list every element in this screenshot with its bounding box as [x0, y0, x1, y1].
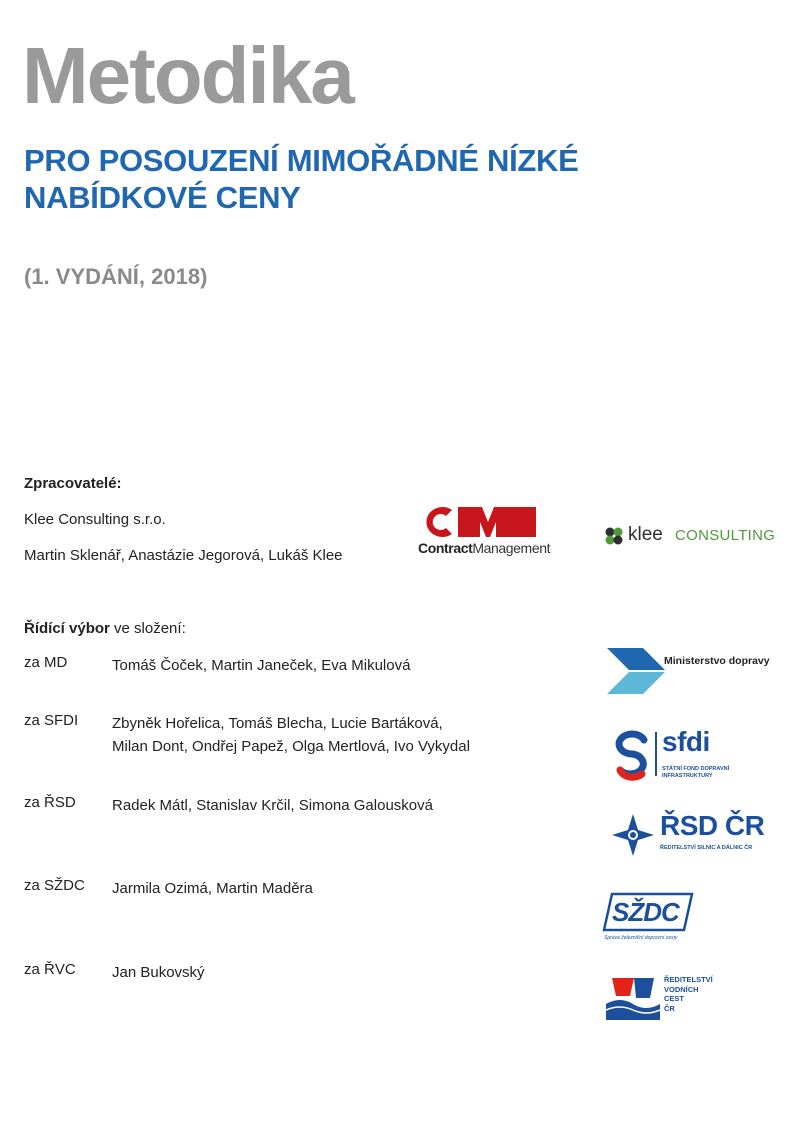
szdc-logo: [602, 892, 712, 948]
members-line-1: Radek Mátl, Stanislav Krčil, Simona Galousková: [112, 797, 433, 814]
rsd-cross-icon: [612, 814, 654, 856]
members-line-1: Zbyněk Hořelica, Tomáš Blecha, Lucie Bartáková,: [112, 715, 443, 732]
rsd-cr-logo: [612, 812, 782, 858]
committee-members: [112, 712, 470, 758]
cm-word-management: Management: [472, 540, 551, 556]
rvc-line-1: ŘEDITELSTVÍ: [664, 975, 713, 984]
committee-members: [112, 654, 410, 677]
committee-row-sfdi: [24, 712, 584, 760]
rsd-subtitle: ŘEDITELSTVÍ SILNIC A DÁLNIC ČR: [660, 845, 753, 851]
md-logo-text: Ministerstvo dopravy: [664, 655, 770, 667]
committee-heading-rest: ve složení:: [109, 620, 186, 637]
committee-row-rsd: [24, 794, 584, 818]
document-title: Metodika: [22, 31, 353, 120]
authors-company: Klee Consulting s.r.o.: [24, 511, 166, 528]
cm-word-contract: Contract: [418, 540, 473, 556]
rvc-line-4: ČR: [664, 1003, 675, 1013]
sfdi-word: sfdi: [662, 726, 710, 757]
sfdi-logo: [612, 726, 762, 782]
committee-label: za ŘVC: [24, 961, 76, 978]
authors-people: Martin Sklenář, Anastázie Jegorová, Lukáš Klee: [24, 547, 343, 564]
subtitle-line-1: PRO POSOUZENÍ MIMOŘÁDNÉ NÍZKÉ: [24, 143, 579, 178]
clover-icon: [604, 526, 624, 546]
sfdi-divider: [655, 732, 657, 776]
cm-logo-icon: [418, 504, 542, 540]
committee-row-szdc: [24, 877, 584, 901]
authors-heading: Zpracovatelé:: [24, 475, 122, 492]
members-line-1: Tomáš Čoček, Martin Janeček, Eva Mikulová: [112, 657, 411, 674]
rvc-logo: [606, 974, 746, 1022]
committee-members: [112, 961, 205, 984]
committee-heading: [24, 620, 186, 637]
rvc-text: [664, 975, 713, 1013]
committee-label: za ŘSD: [24, 794, 76, 811]
sfdi-subtitle: [662, 766, 729, 780]
sfdi-sub-line-1: STÁTNÍ FOND DOPRAVNÍ: [662, 766, 730, 772]
sfdi-s-icon: [612, 730, 652, 782]
committee-label: za SŽDC: [24, 877, 85, 894]
szdc-word: SŽDC: [612, 897, 679, 927]
committee-label: za SFDI: [24, 712, 79, 729]
edition-label: (1. VYDÁNÍ, 2018): [24, 264, 208, 289]
members-line-1: Jan Bukovský: [112, 964, 205, 981]
rvc-line-2: VODNÍCH: [664, 984, 699, 994]
committee-heading-bold: Řídící výbor: [24, 620, 110, 637]
committee-members: [112, 877, 313, 900]
contract-management-logo: [418, 504, 580, 558]
rvc-line-3: CEST: [664, 994, 685, 1003]
szdc-subtitle: Správa železniční dopravní cesty: [604, 935, 678, 941]
subtitle-line-2: NABÍDKOVÉ CENY: [24, 180, 301, 215]
committee-members: [112, 794, 433, 817]
committee-row-rvc: [24, 961, 584, 985]
md-chevron-icon: [607, 648, 665, 694]
committee-label: za MD: [24, 654, 68, 671]
klee-consulting-logo: [604, 524, 786, 548]
consulting-word: CONSULTING: [675, 527, 776, 544]
committee-row-md: [24, 654, 584, 678]
document-subtitle: [24, 142, 579, 216]
sfdi-sub-line-2: INFRASTRUKTURY: [662, 773, 713, 779]
members-line-1: Jarmila Ozimá, Martin Maděra: [112, 880, 313, 897]
rvc-emblem-icon: [606, 974, 660, 1020]
klee-word: klee: [628, 524, 663, 545]
members-line-2: Milan Dont, Ondřej Papež, Olga Mertlová, Ivo Vykydal: [112, 738, 470, 755]
rsd-word: ŘSD ČR: [660, 810, 765, 841]
ministerstvo-dopravy-logo: [607, 648, 787, 694]
